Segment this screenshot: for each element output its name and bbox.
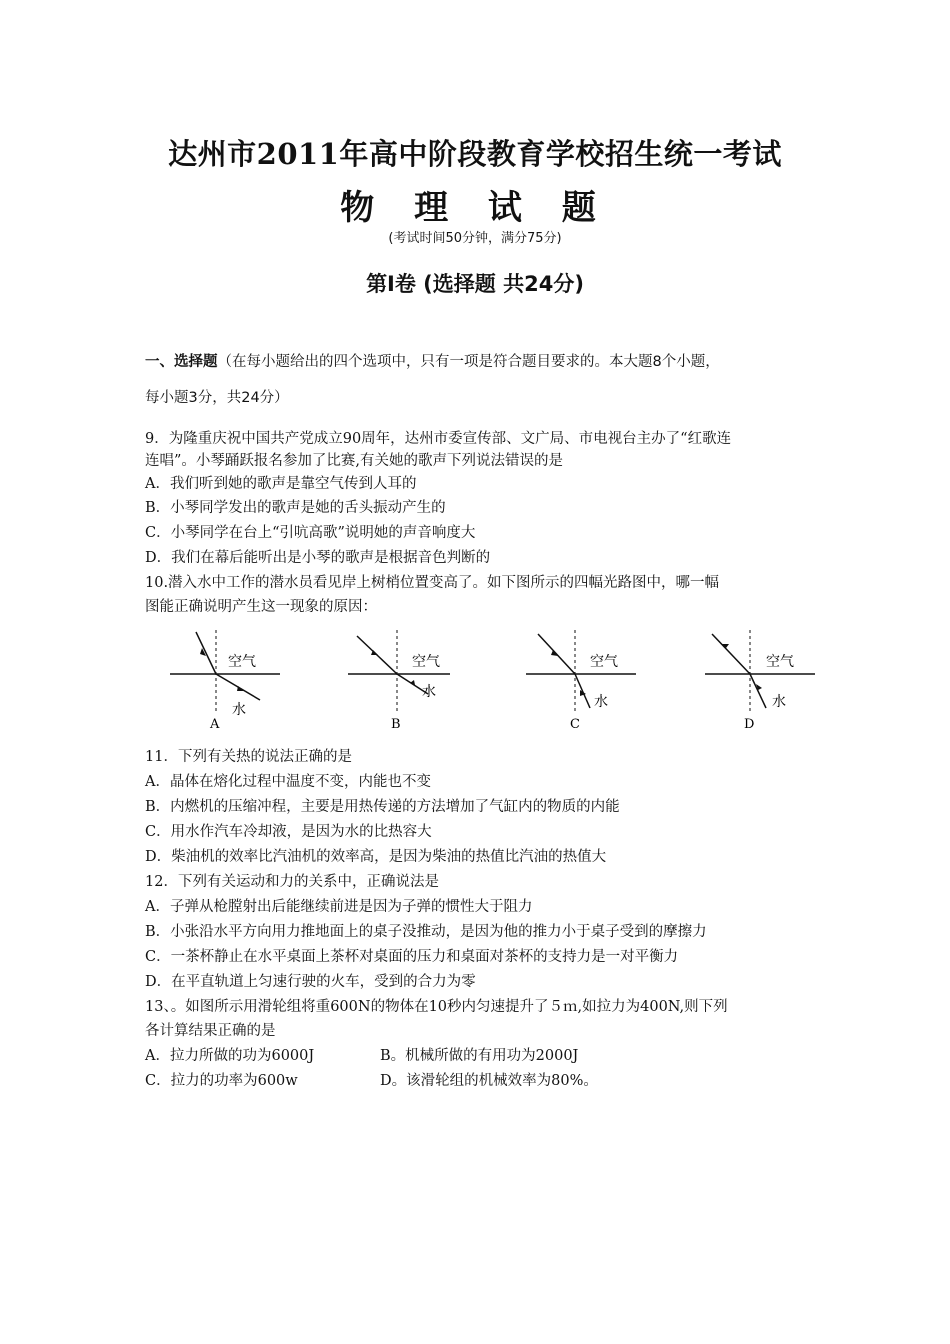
diagram-c-air: 空气 [590, 654, 618, 670]
q13-stem-line2: 各计算结果正确的是 [145, 1023, 276, 1039]
diagram-a [170, 630, 280, 732]
diagram-b-water: 水 [422, 684, 436, 700]
diagram-a-label: A [210, 717, 220, 732]
diagram-a-water: 水 [232, 702, 246, 718]
q13-stem-line1: 13、。如图所示用滑轮组将重600N的物体在10秒内匀速提升了５ｍ,如拉力为400N,则下列 [145, 999, 728, 1015]
section-instruction-line2: 每小题3分，共24分） [145, 390, 289, 406]
q9-option-c: C．小琴同学在台上“引吭高歌”说明她的声音响度大 [145, 525, 476, 541]
section-label: 一、选择题 [145, 354, 218, 370]
q11-option-c: C．用水作汽车冷却液，是因为水的比热容大 [145, 824, 432, 840]
q13-option-c: C．拉力的功率为600w [145, 1073, 298, 1089]
q9-option-b: B．小琴同学发出的歌声是她的舌头振动产生的 [145, 500, 446, 516]
q12-option-c: C．一茶杯静止在水平桌面上茶杯对桌面的压力和桌面对茶杯的支持力是一对平衡力 [145, 949, 679, 965]
q11-option-d: D．柴油机的效率比汽油机的效率高，是因为柴油的热值比汽油的热值大 [145, 849, 607, 865]
exam-title: 达州市2011年高中阶段教育学校招生统一考试 [168, 137, 782, 171]
diagram-a-air: 空气 [228, 654, 256, 670]
exam-note: (考试时间50分钟，满分75分) [388, 231, 562, 246]
diagram-d-label: D [744, 717, 755, 732]
subject-title: 物 理 试 题 [340, 188, 610, 228]
q10-stem-line2: 图能正确说明产生这一现象的原因： [145, 599, 377, 615]
q11-stem: 11．下列有关热的说法正确的是 [145, 749, 352, 765]
q12-option-d: D．在平直轨道上匀速行驶的火车，受到的合力为零 [145, 974, 476, 990]
diagram-d-air: 空气 [766, 654, 794, 670]
q9-option-d: D．我们在幕后能听出是小琴的歌声是根据音色判断的 [145, 550, 491, 566]
diagram-b-air: 空气 [412, 654, 440, 670]
diagram-c [526, 630, 636, 732]
diagram-c-label: C [570, 717, 580, 732]
part-title: 第Ⅰ卷 (选择题 共24分) [366, 272, 584, 296]
diagram-c-water: 水 [594, 694, 608, 710]
q13-option-a: A．拉力所做的功为6000J [145, 1048, 315, 1064]
diagram-d [705, 630, 815, 732]
q11-option-a: A．晶体在熔化过程中温度不变，内能也不变 [145, 774, 431, 790]
light-path-svg [160, 628, 820, 738]
q11-option-b: B．内燃机的压缩冲程，主要是用热传递的方法增加了气缸内的物质的内能 [145, 799, 620, 815]
section-instruction-line1 [145, 352, 815, 372]
diagram-b-label: B [391, 717, 401, 732]
q13-option-b: B。机械所做的有用功为2000J [380, 1048, 579, 1064]
q13-option-d: D。该滑轮组的机械效率为80%。 [380, 1073, 598, 1089]
q9-option-a: A．我们听到她的歌声是靠空气传到人耳的 [145, 476, 417, 492]
q9-stem-line2: 连唱”。小琴踊跃报名参加了比赛,有关她的歌声下列说法错误的是 [145, 453, 564, 469]
q10-stem-line1: 10.潜入水中工作的潜水员看见岸上树梢位置变高了。如下图所示的四幅光路图中，哪一幅 [145, 575, 720, 591]
light-path-diagrams [160, 628, 820, 738]
diagram-b [348, 630, 450, 732]
q12-option-a: A．子弹从枪膛射出后能继续前进是因为子弹的惯性大于阻力 [145, 899, 533, 915]
q12-option-b: B．小张沿水平方向用力推地面上的桌子没推动，是因为他的推力小于桌子受到的摩擦力 [145, 924, 707, 940]
q12-stem: 12．下列有关运动和力的关系中，正确说法是 [145, 874, 439, 890]
q9-stem-line1: 9．为隆重庆祝中国共产党成立90周年，达州市委宣传部、文广局、市电视台主办了“红歌连 [145, 431, 732, 447]
diagram-d-water: 水 [772, 694, 786, 710]
section-instruction-text: （在每小题给出的四个选项中，只有一项是符合题目要求的。本大题8个小题， [217, 354, 720, 370]
